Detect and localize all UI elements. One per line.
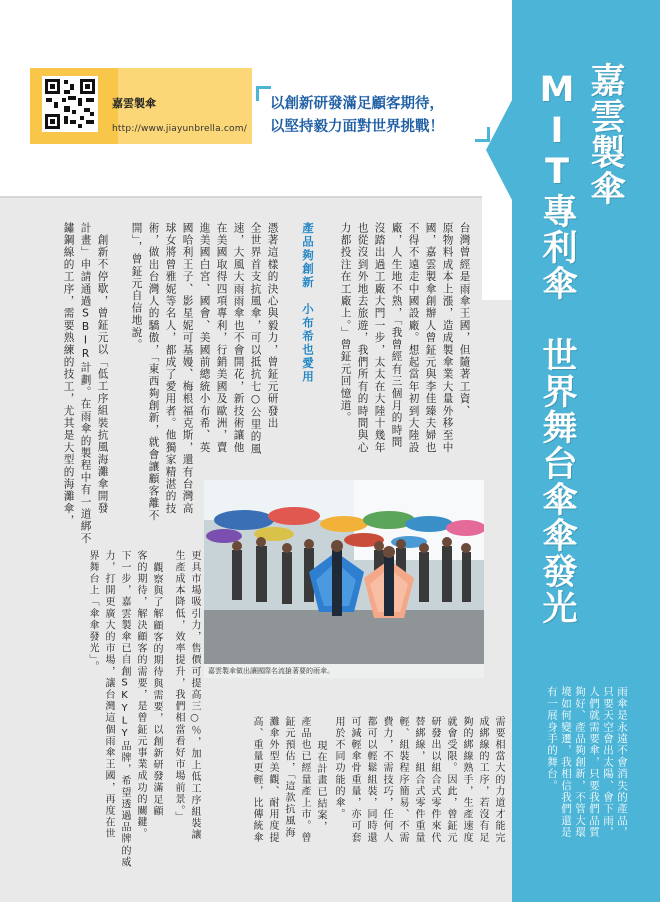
para2-line-3: 速，大風大雨雨傘也不會開花，新技術讓他 [232,222,245,454]
para6-line-3: 下一步，嘉雲製傘已自創SKYLY品牌，希望透過品牌的威 [119,550,130,869]
para2-line-1: 憑著這樣的決心與毅力，曾鉦元研發出 [266,222,279,430]
slogan-box [252,84,490,142]
para4-line-6: 替綁線，組合式零件重量 [413,716,424,844]
para4-line-2: 成綁線的工序，若沒有足 [477,716,488,844]
para2-line-2: 全世界首支抗風傘，可以抵抗七○公里的風 [249,222,262,456]
para2-line-7: 球女將曾雅妮等名人，都成了愛用者。他獨家精湛的技 [164,222,177,515]
section-subhead: 產品夠創新 小布希也愛用 [301,222,315,384]
para6-line-2: 客的期待，解決顧客的需要，是曾鉦元事業成功的關鍵。 [135,550,146,840]
para5-line-6: 更具市場吸引力，售價可提高三○％，加上低工序組裝讓 [189,550,200,841]
para4-line-5: 研發出以組合式零件來代 [429,716,440,844]
company-url-link[interactable]: http://www.jiayunbrella.com/ [112,124,247,134]
intro-line-5: 境如何變遷，我相信我們還是 [560,686,572,839]
company-name: 嘉雲製傘 [112,97,156,110]
para4-line-1: 需要相當大的力道才能完 [493,716,504,844]
para1-line-5: 廠，人生地不熟，「我曾經有三個月的時間 [390,222,403,449]
para4-line-8: 費力，不需技巧，任何人 [381,716,392,844]
para4-line-11: 用於不同功能的傘。 [333,716,344,821]
para2-line-6: 國哈利王子、影星妮可基嫚、梅根福克斯，還有台灣高 [181,222,194,515]
intro-line-6: 有一展身手的舞台。 [546,686,558,792]
title-main: MIT專利傘 世界舞台傘傘發光 [537,70,577,625]
para5-line-3: 鉦元預估，「這款抗風海 [283,716,294,839]
qr-code-icon[interactable] [42,76,98,132]
para1-line-8: 力都投注在工廠上。」曾鉦元回憶道。 [339,222,352,425]
intro-line-1: 雨傘是永遠不會消失的產品， [616,686,628,839]
para6-line-5: 界舞台上「傘傘發光」。 [87,550,98,673]
para1-line-1: 台灣曾經是雨傘王國，但隨著工資、 [458,222,471,418]
para5-line-2: 產品也已經量產上市。曾 [299,716,310,844]
para2-line-8: 術，做出台灣人的驕傲，「東西夠創新，就會讓顧客離不 [147,222,160,522]
slogan-line-2: 以堅持毅力面對世界挑戰！ [270,119,444,135]
para3-line-3: 鏽鋼線的工序，需要熟練的技工，尤其是大型的海灘傘， [62,222,75,527]
para1-line-4: 不得不遠走中國設廠。想起當年初到大陸設 [407,222,420,454]
para1-line-7: 也從沒到外地去旅遊，我們所有的時間與心 [356,222,369,454]
para1-line-3: 國，嘉雲製傘創辦人曾鉦元與李佳臻夫婦也 [424,222,437,454]
article-photo [204,480,484,678]
para5-line-1: 現在計畫已結案， [315,740,326,833]
para3-line-2: 計畫」申請通過SBIR計劃。在雨傘的製程中有一道綁不 [79,222,92,545]
intro-line-4: 夠好、產品夠創新，不管大環 [574,686,586,839]
para5-line-7: 生產成本降低，效率提升，我們相當看好市場前景。」 [173,550,184,824]
para2-line-4: 在美國取得四項專利，行銷美國及歐洲，賣 [215,222,228,454]
para5-line-5: 高、重量更輕，比傳統傘 [251,716,262,844]
slogan-line-1: 以創新研發滿足顧客期待， [270,96,444,112]
para3-line-1: 創新不停歇，曾鉦元以「低工序組裝抗風海灘傘開發 [96,234,109,515]
para6-line-4: 力，打開更廣大的市場，讓台灣這個雨傘王國，再度在世 [103,550,114,840]
para2-line-9: 開」，曾鉦元自信地說。 [130,222,143,351]
para4-line-7: 輕、組裝程序簡易、不需 [397,716,408,844]
bracket-bottom-right [475,127,490,142]
para4-line-4: 就會受限。因此，曾鉦元 [445,716,456,844]
para2-line-5: 進美國白宮、國會、美國前總統小布希、英 [198,222,211,454]
para6-line-1: 觀察與了解顧客的期待與需要，以創新研發滿足顧 [151,562,162,818]
bracket-top-left [256,86,271,101]
title-brand: 嘉雲製傘 [585,62,625,206]
para5-line-4: 灘傘外型美觀、耐用度提 [267,716,278,844]
arrow-notch [486,0,516,300]
para4-line-9: 都可以輕鬆組裝，同時還 [365,716,376,844]
para4-line-10: 可減輕傘骨重量，亦可套 [349,716,360,844]
para1-line-6: 沒踏出過工廠大門一步，太太在大陸十幾年 [373,222,386,454]
divider [0,196,512,198]
intro-line-2: 只要天空會出太陽、會下雨， [602,686,614,839]
para1-line-2: 原物料成本上漲，造成製傘業大量外移至中 [441,222,454,454]
para4-line-3: 夠的綁線熟手，生產速度 [461,716,472,844]
intro-line-3: 人們就需要傘，只要我們品質 [588,686,600,839]
photo-caption: 嘉雲製傘做出讓國際名流搶著要的雨傘。 [204,664,484,678]
